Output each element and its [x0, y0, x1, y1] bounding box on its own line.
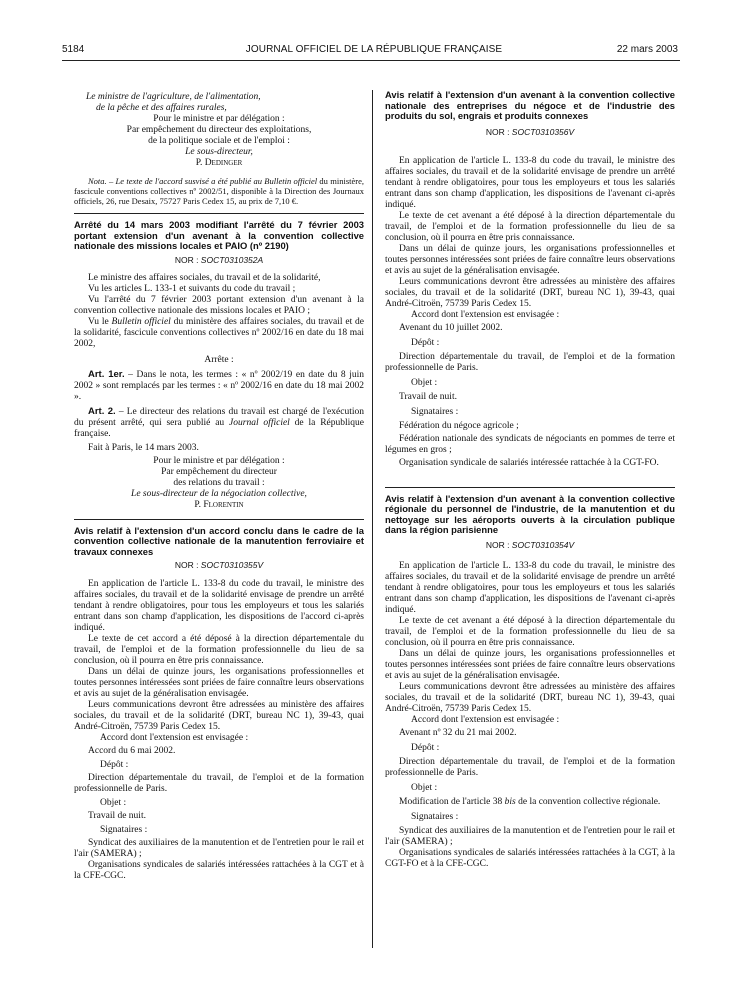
nota-text: du ministère, fascicule conventions collectives nº 2002/51, disponible à la Direction des Journaux officiels, 26, rue Desaix, 75727 Paris Cedex 15, au prix de 7,10 €. — [74, 176, 364, 206]
nor-label: NOR : — [174, 560, 201, 570]
section-separator — [74, 213, 364, 214]
text-run: Vu le — [88, 316, 112, 327]
article-1 — [74, 369, 364, 403]
arrete-title: Arrêté du 14 mars 2003 modifiant l'arrêté du 7 février 2003 portant extension d'un avenant à la convention collective nationale des missions locales et PAIO (nº 2190) — [74, 219, 364, 251]
article-label: Art. 1er. — [88, 368, 125, 380]
depot-value: Direction départementale du travail, de l'emploi et de la formation professionnelle de Paris. — [385, 351, 675, 373]
avis-title: Avis relatif à l'extension d'un avenant à la convention collective régionale du personnel de l'industrie, de la manutention et du nettoyage sur les aéroports ouverts à la circulation publique dans la région parisienne — [385, 492, 675, 535]
avis-title: Avis relatif à l'extension d'un accord conclu dans le cadre de la convention collective nationale de la manutention ferroviaire et travaux connexes — [74, 524, 364, 557]
paragraph: Vu les articles L. 133-1 et suivants du code du travail ; — [88, 283, 296, 294]
column-divider — [372, 90, 373, 948]
page-number: 5184 — [62, 44, 85, 55]
sig-line: Pour le ministre et par délégation : — [153, 114, 285, 124]
page-header — [0, 44, 748, 58]
signatory-name: P. Dedinger — [195, 158, 243, 168]
objet-value: Travail de nuit. — [88, 811, 146, 821]
depot-label: Dépôt : — [100, 760, 129, 770]
header-rule — [62, 60, 680, 61]
text-run: de la convention collective régionale. — [515, 796, 661, 807]
section-separator — [385, 487, 675, 488]
sig-line: Le sous-directeur de la négociation collective, — [131, 488, 307, 499]
accord-value: Avenant du 10 juillet 2002. — [399, 322, 503, 333]
journal-title: JOURNAL OFFICIEL DE LA RÉPUBLIQUE FRANÇAISE — [245, 44, 503, 55]
nor-label: NOR : — [485, 126, 512, 137]
signataire-item: Fédération nationale des syndicats de négociants en pommes de terre et légumes en gros ; — [385, 433, 675, 455]
article-label: Art. 2. — [88, 405, 116, 417]
depot-value: Direction départementale du travail, de l'emploi et de la formation professionnelle de Paris. — [385, 756, 675, 778]
nor-code: SOCT0310352A — [200, 254, 264, 265]
text-run: Bulletin officiel — [111, 316, 171, 327]
paragraph: Le texte de cet avenant a été déposé à la direction départementale du travail, de l'emploi et de la formation professionnelle du lieu de sa conclusion, où il pourra en être pris connaissance. — [385, 615, 675, 648]
accord-value: Accord du 6 mai 2002. — [88, 746, 176, 756]
accord-value: Avenant nº 32 du 21 mai 2002. — [399, 727, 517, 738]
objet-label: Objet : — [411, 377, 438, 388]
sig-line: Le ministre de l'agriculture, de l'alimentation, — [86, 92, 261, 102]
signataire-item: Organisation syndicale de salariés intéressée rattachée à la CGT-FO. — [399, 457, 659, 468]
section-separator — [74, 519, 364, 520]
paragraph: Vu l'arrêté du 7 février 2003 portant extension d'un avenant à la convention collective nationale des missions locales et PAIO ; — [74, 294, 364, 316]
nor-reference — [74, 255, 364, 266]
signataire-item: Organisations syndicales de salariés intéressées rattachées à la CGT et à la CFE-CGC. — [74, 860, 364, 881]
fait-line: Fait à Paris, le 14 mars 2003. — [88, 442, 199, 453]
nota-text: Nota. – Le texte de l'accord susvisé a été publié au — [88, 176, 265, 186]
article-text: de la République française. — [74, 417, 365, 439]
objet-label: Objet : — [411, 782, 438, 793]
signataire-item: Fédération du négoce agricole ; — [399, 420, 519, 431]
text-run: du ministère des affaires sociales, du travail et de la solidarité, fascicule conventions collectives nº 2002/16 en date du 18 mai 2002, — [74, 316, 364, 349]
paragraph: En application de l'article L. 133-8 du code du travail, le ministre des affaires sociales, du travail et de la solidarité envisage de prendre un arrêté tendant à rendre obligatoires, pour tous les employeurs et tous les salariés entrant dans son champ d'application, les dispositions de l'avenant ci-après indiqué. — [385, 155, 675, 210]
signature-block-ministre — [74, 92, 364, 114]
paragraph: Dans un délai de quinze jours, les organisations professionnelles et toutes personnes intéressées sont priées de faire connaître leurs observations et avis au sujet de la généralisation envisagée. — [74, 667, 364, 699]
nor-label: NOR : — [485, 539, 512, 550]
accord-label: Accord dont l'extension est envisagée : — [411, 309, 560, 320]
objet-value — [385, 797, 675, 808]
objet-label: Objet : — [100, 798, 127, 808]
paragraph: Leurs communications devront être adressées au ministère des affaires sociales, du travail et de la solidarité (DRT, bureau NC 1), 39-43, quai André-Citroën, 75739 Paris Cedex 15. — [385, 681, 675, 714]
signataire-item: Syndicat des auxiliaires de la manutention et de l'entretien pour le rail et l'air (SAMERA) ; — [74, 838, 364, 859]
signataires-label: Signataires : — [411, 811, 459, 822]
nor-reference — [385, 540, 675, 551]
paragraph: Leurs communications devront être adressées au ministère des affaires sociales, du travail et de la solidarité (DRT, bureau NC 1), 39-43, quai André-Citroën, 75739 Paris Cedex 15. — [385, 276, 675, 309]
sig-line: Pour le ministre et par délégation : — [153, 455, 285, 466]
right-column — [385, 90, 675, 870]
paragraph — [74, 317, 364, 350]
signataire-item: Syndicat des auxiliaires de la manutention et de l'entretien pour le rail et l'air (SAMERA) ; — [385, 825, 675, 847]
issue-date: 22 mars 2003 — [616, 44, 678, 55]
article-2 — [74, 406, 364, 440]
sig-line: de la pêche et des affaires rurales, — [96, 103, 227, 113]
left-column — [74, 92, 364, 882]
paragraph: Le ministre des affaires sociales, du travail et de la solidarité, — [88, 272, 321, 283]
paragraph: Le texte de cet accord a été déposé à la direction départementale du travail, de l'emploi et de la formation professionnelle du lieu de sa conclusion, où il pourra en être pris connaissance. — [74, 634, 364, 666]
depot-label: Dépôt : — [411, 742, 440, 753]
paragraph: Leurs communications devront être adressées au ministère des affaires sociales, du travail et de la solidarité (DRT, bureau NC 1), 39-43, quai André-Citroën, 75739 Paris Cedex 15. — [74, 700, 364, 732]
paragraph: En application de l'article L. 133-8 du code du travail, le ministre des affaires sociales, du travail et de la solidarité envisage de prendre un arrêté tendant à rendre obligatoires, pour tous les employeurs et tous les salariés entrant dans son champ d'application, les dispositions de l'avenant ci-après indiqué. — [385, 560, 675, 615]
signataire-item: Organisations syndicales de salariés intéressées rattachées à la CGT, à la CGT-FO et à la CFE-CGC. — [385, 847, 675, 869]
sig-line: Par empêchement du directeur des exploitations, — [126, 125, 312, 135]
signataires-label: Signataires : — [411, 406, 459, 417]
nor-label: NOR : — [174, 254, 201, 265]
sig-line: des relations du travail : — [173, 477, 265, 488]
article-text: – Le directeur des relations du travail est chargé de l'exécution du présent arrêté, qui sera publié au — [74, 406, 364, 428]
nor-code: SOCT0310355V — [200, 560, 264, 570]
depot-value: Direction départementale du travail, de l'emploi et de la formation professionnelle de Paris. — [74, 773, 364, 794]
signatory-name: P. Florentin — [194, 499, 244, 510]
text-run: Modification de l'article 38 — [399, 796, 505, 807]
nor-code: SOCT0310354V — [511, 539, 575, 550]
paragraph: Dans un délai de quinze jours, les organisations professionnelles et toutes personnes intéressées sont priées de faire connaître leurs observations et avis au sujet de la généralisation envisagée. — [385, 243, 675, 276]
accord-label: Accord dont l'extension est envisagée : — [411, 714, 560, 725]
nor-reference — [74, 560, 364, 571]
paragraph: Le texte de cet avenant a été déposé à la direction départementale du travail, de l'emploi et de la formation professionnelle du lieu de sa conclusion, où il pourra en être pris connaissance. — [385, 210, 675, 243]
objet-value: Travail de nuit. — [399, 391, 457, 402]
sig-line: de la politique sociale et de l'emploi : — [148, 136, 290, 146]
signataires-label: Signataires : — [100, 825, 148, 835]
sig-line: Par empêchement du directeur — [161, 466, 277, 477]
nota-text: Bulletin officiel — [264, 176, 318, 186]
depot-label: Dépôt : — [411, 337, 440, 348]
article-text: Journal officiel — [229, 417, 290, 428]
text-run: bis — [504, 796, 516, 807]
nota-paragraph — [74, 176, 364, 206]
accord-label: Accord dont l'extension est envisagée : — [100, 733, 249, 743]
sig-line: Le sous-directeur, — [185, 147, 253, 157]
paragraph: Dans un délai de quinze jours, les organisations professionnelles et toutes personnes intéressées sont priées de faire connaître leurs observations et avis au sujet de la généralisation envisagée. — [385, 648, 675, 681]
paragraph: En application de l'article L. 133-8 du code du travail, le ministre des affaires sociales, du travail et de la solidarité envisage de prendre un arrêté tendant à rendre obligatoires, pour tous les employeurs et tous les salariés entrant dans son champ d'application, les dispositions de l'accord ci-après indiqué. — [74, 579, 364, 633]
avis-title: Avis relatif à l'extension d'un avenant à la convention collective nationale des entreprises du négoce et de l'industrie des produits du sol, engrais et produits connexes — [385, 89, 675, 121]
nor-code: SOCT0310356V — [511, 126, 575, 137]
nor-reference — [385, 127, 675, 138]
arrete-label: Arrête : — [204, 354, 234, 365]
article-text: – Dans le nota, les termes : « nº 2002/19 en date du 8 juin 2002 » sont remplacés par les termes : « nº 2002/16 en date du 18 mai 2002 ». — [74, 369, 365, 402]
